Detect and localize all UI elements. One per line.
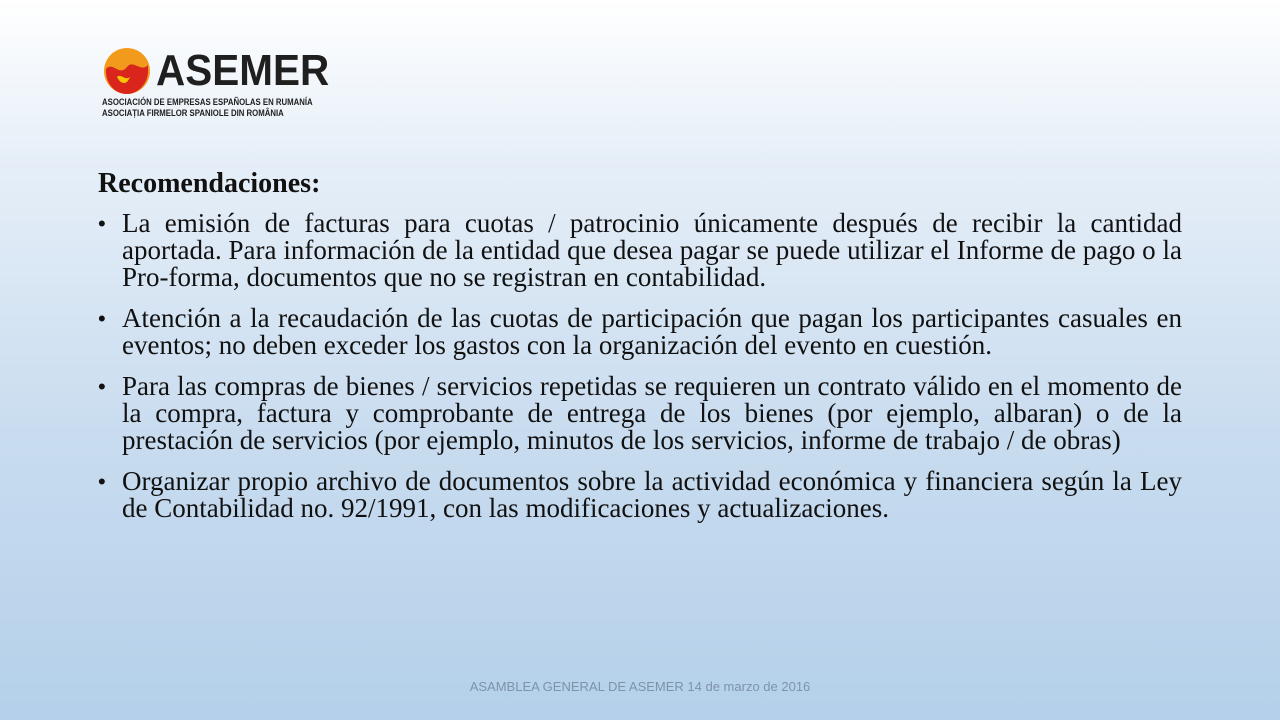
list-item [98, 468, 1182, 522]
bullet-icon: • [98, 374, 106, 399]
asemer-logo-icon [103, 47, 151, 95]
slide-content [98, 168, 1182, 536]
recommendations-list [98, 210, 1182, 522]
bullet-icon: • [98, 211, 106, 236]
logo-subtitle-es: ASOCIACIÓN DE EMPRESAS ESPAÑOLAS EN RUMANÍA [102, 97, 313, 108]
slide-heading: Recomendaciones: [98, 168, 321, 199]
asemer-logo [100, 44, 330, 124]
bullet-icon: • [98, 306, 106, 331]
list-item [98, 305, 1182, 359]
list-item-text: Organizar propio archivo de documentos sobre la actividad económica y financiera según la Ley de Contabilidad no. 92/1991, con las modificaciones y actualizaciones. [122, 466, 1182, 523]
list-item-text: La emisión de facturas para cuotas / patrocinio únicamente después de recibir la cantidad aportada. Para información de la entidad que desea pagar se puede utilizar el Informe de pago o la Pro-forma, documentos que no se registran en contabilidad. [122, 208, 1182, 292]
list-item [98, 210, 1182, 291]
bullet-icon: • [98, 469, 106, 494]
logo-name: ASEMER [156, 46, 330, 95]
list-item [98, 373, 1182, 454]
list-item-text: Atención a la recaudación de las cuotas de participación que pagan los participantes casuales en eventos; no deben exceder los gastos con la organización del evento en cuestión. [122, 303, 1182, 360]
logo-subtitle-ro: ASOCIAȚIA FIRMELOR SPANIOLE DIN ROMÂNIA [102, 108, 284, 119]
slide-footer: ASAMBLEA GENERAL DE ASEMER 14 de marzo de 2016 [469, 679, 811, 694]
list-item-text: Para las compras de bienes / servicios repetidas se requieren un contrato válido en el momento de la compra, factura y comprobante de entrega de los bienes (por ejemplo, albaran) o de la prestación de servicios (por ejemplo, minutos de los servicios, informe de trabajo / de obras) [122, 371, 1182, 455]
